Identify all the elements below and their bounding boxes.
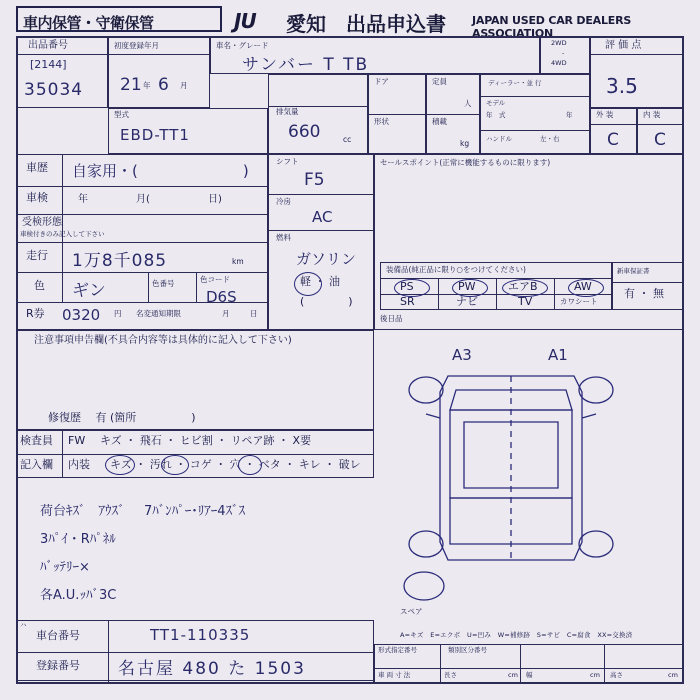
score-label: 評 価 点 — [605, 40, 642, 51]
exhibit-no-label: 出品番号 — [28, 40, 68, 51]
width-label: 幅 — [526, 671, 533, 679]
cm-1: cm — [508, 671, 518, 679]
car-damage-diagram — [386, 348, 676, 608]
reg-value: 名古屋 480 た 1503 — [118, 659, 306, 679]
equip-tv: TV — [518, 295, 533, 308]
color-value: ギン — [72, 281, 106, 301]
sheet-header — [16, 6, 684, 40]
interior-grade: C — [654, 130, 666, 150]
load-label: 積載 — [432, 117, 447, 126]
mileage-unit: km — [232, 257, 244, 266]
cm-2: cm — [590, 671, 600, 679]
displacement-value: 660 — [288, 122, 321, 142]
type-label: 形式指定番号 — [378, 646, 417, 654]
mark-a1: A1 — [548, 346, 568, 364]
rireki-label: 車歴 — [26, 161, 48, 174]
exhibit-no-value: 35034 — [24, 80, 84, 100]
free-line-1: 荷台ｷｽﾞ ｱｳｽ゛ 7ﾊﾞﾝﾊﾟｰ･ﾘｱｰ4ｽﾞｽ — [40, 504, 246, 519]
region-label: 愛知 — [286, 12, 326, 36]
fuel-label: 燃料 — [276, 233, 291, 242]
color-code-label: 色番号 — [152, 279, 175, 288]
model-code-label: 型式 — [114, 110, 129, 119]
free-line-3: ﾊﾞｯﾃﾘｰ× — [40, 560, 90, 575]
fuel-alt: 軽 ・ 油 — [300, 275, 340, 288]
exterior-label: 外 装 — [596, 110, 614, 119]
seat-label: 定員 — [432, 77, 447, 86]
color-code-value: D6S — [206, 288, 237, 306]
repair-label: 修復歴 有 (箇所 ) — [48, 411, 196, 424]
chassis-label: 車台番号 — [36, 629, 80, 642]
shift-value: F5 — [304, 170, 325, 190]
inner-label: 内装 — [68, 458, 90, 471]
first-reg-month-unit: 月 — [180, 81, 188, 90]
equip-sr: SR — [400, 295, 415, 308]
sales-title: セールスポイント(正常に機能するものに限ります) — [380, 158, 551, 167]
displacement-label: 排気量 — [276, 107, 299, 116]
cm-3: cm — [668, 671, 678, 679]
shift-label: シフト — [276, 157, 299, 166]
first-reg-year-unit: 年 — [143, 81, 151, 90]
association-label: JAPAN USED CAR DEALERS ASSOCIATION — [472, 14, 632, 40]
equip-ps: PS — [400, 280, 414, 293]
model-year-unit: 年 — [566, 111, 573, 119]
equipment-title: 装備品(純正品に限り○をつけてください) — [386, 265, 526, 274]
color-label: 色 — [34, 279, 45, 292]
shaken-year: 年 — [78, 194, 88, 205]
fuel-value: ガソリン — [296, 250, 357, 268]
rken-unit: 円 — [114, 309, 122, 318]
diagram-legend: A=キズ E=エクボ U=凹み W=補修跡 S=サビ C=腐食 XX=交換済 — [400, 631, 633, 639]
load-unit: kg — [460, 139, 470, 148]
shaken-day: 日) — [208, 194, 222, 205]
page-title: 出品申込書 — [346, 12, 446, 36]
meigi-label: 名変通知期限 — [136, 309, 181, 318]
model-year-label: モデル — [486, 99, 506, 107]
shaken-label: 車検 — [26, 191, 48, 204]
inspector-label: 検査員 — [20, 434, 53, 447]
color-code-label2: 色コード — [200, 275, 230, 284]
drive-4wd-label: 4WD — [551, 59, 567, 67]
displacement-unit: cc — [343, 135, 352, 144]
inner-items: キズ ・ 汚れ ・ コゲ ・ 穴 ・ ベタ ・ キレ ・ 破レ — [110, 458, 361, 471]
equip-leather: カワシート — [560, 297, 598, 306]
ac-label: 冷房 — [276, 197, 291, 206]
mileage-label: 走行 — [26, 249, 48, 262]
meigi-month: 月 — [222, 309, 230, 318]
drive-2wd-label: 2WD — [551, 39, 567, 47]
door-label: ドア — [374, 77, 389, 86]
jushin-sub: 車検付きのみ記入して下さい — [20, 230, 105, 238]
car-name-label: 車名・グレード — [216, 41, 269, 50]
height-label: 高さ — [610, 671, 623, 679]
shape-label: 形状 — [374, 117, 389, 126]
free-line-4: 各A.U.ｯﾊﾞ3C — [40, 588, 117, 603]
later-label: 後日品 — [380, 314, 403, 323]
exhibit-no-sub: [2144] — [30, 58, 67, 71]
warranty-title: 新車保証書 — [617, 267, 650, 275]
handle-label: ハンドル — [486, 135, 512, 143]
ju-logo: JU — [234, 9, 256, 33]
score-value: 3.5 — [606, 74, 638, 98]
mark-a3: A3 — [452, 346, 472, 364]
edge-mark: ハ — [20, 621, 27, 629]
fuel-other: ( ) — [300, 295, 353, 308]
free-line-2: 3ﾊﾟｲ・Rﾊﾟﾈﾙ — [40, 532, 116, 547]
reg-label: 登録番号 — [36, 659, 80, 672]
equip-aw: AW — [574, 280, 592, 293]
meigi-day: 日 — [250, 309, 258, 318]
equip-navi: ナビ — [456, 295, 478, 308]
interior-label: 内 装 — [643, 110, 661, 119]
seat-unit: 人 — [464, 99, 472, 108]
rken-label: R券 — [26, 307, 45, 320]
car-name-value: サンバー T TB — [242, 55, 370, 75]
model-code-value: EBD-TT1 — [120, 126, 190, 144]
len-label: 長さ — [444, 671, 457, 679]
equip-pw: PW — [458, 280, 476, 293]
entry-label: 記入欄 — [20, 458, 53, 471]
equip-airbag: エアB — [508, 280, 538, 293]
spare-label: スペア — [400, 607, 423, 616]
fw-label: FW — [68, 434, 86, 447]
handle-lr: 左・右 — [540, 135, 560, 143]
shaken-month: 月( — [136, 194, 150, 205]
mileage-value: 1万8千085 — [72, 251, 168, 271]
first-reg-label: 初度登録年月 — [114, 41, 159, 50]
caution-title: 注意事項申告欄(不具合内容等は具体的に記入して下さい) — [34, 335, 292, 346]
ac-value: AC — [312, 208, 333, 226]
dealer-label: ディーラー・並 行 — [488, 79, 542, 87]
jushin-label: 受検形態 — [22, 217, 62, 228]
exterior-grade: C — [607, 130, 619, 150]
type-sub2: 車 両 寸 法 — [378, 671, 411, 679]
rken-value: 0320 — [62, 306, 101, 324]
first-reg-month: 6 — [158, 75, 169, 95]
storage-box — [16, 6, 222, 32]
model-year-label2: 年 式 — [486, 111, 506, 119]
rireki-value: 自家用・( ) — [72, 162, 249, 180]
storage-label: 車内保管・守衛保管 — [23, 14, 154, 32]
warranty-value: 有 ・ 無 — [624, 287, 664, 300]
chassis-value: TT1-110335 — [150, 626, 251, 644]
drive-sep: - — [562, 49, 565, 57]
type-sub1: 類別区分番号 — [448, 646, 487, 654]
first-reg-year: 21 — [120, 75, 142, 95]
fw-items: キズ ・ 飛石 ・ ヒビ割 ・ リペア跡 ・ X要 — [100, 434, 312, 447]
